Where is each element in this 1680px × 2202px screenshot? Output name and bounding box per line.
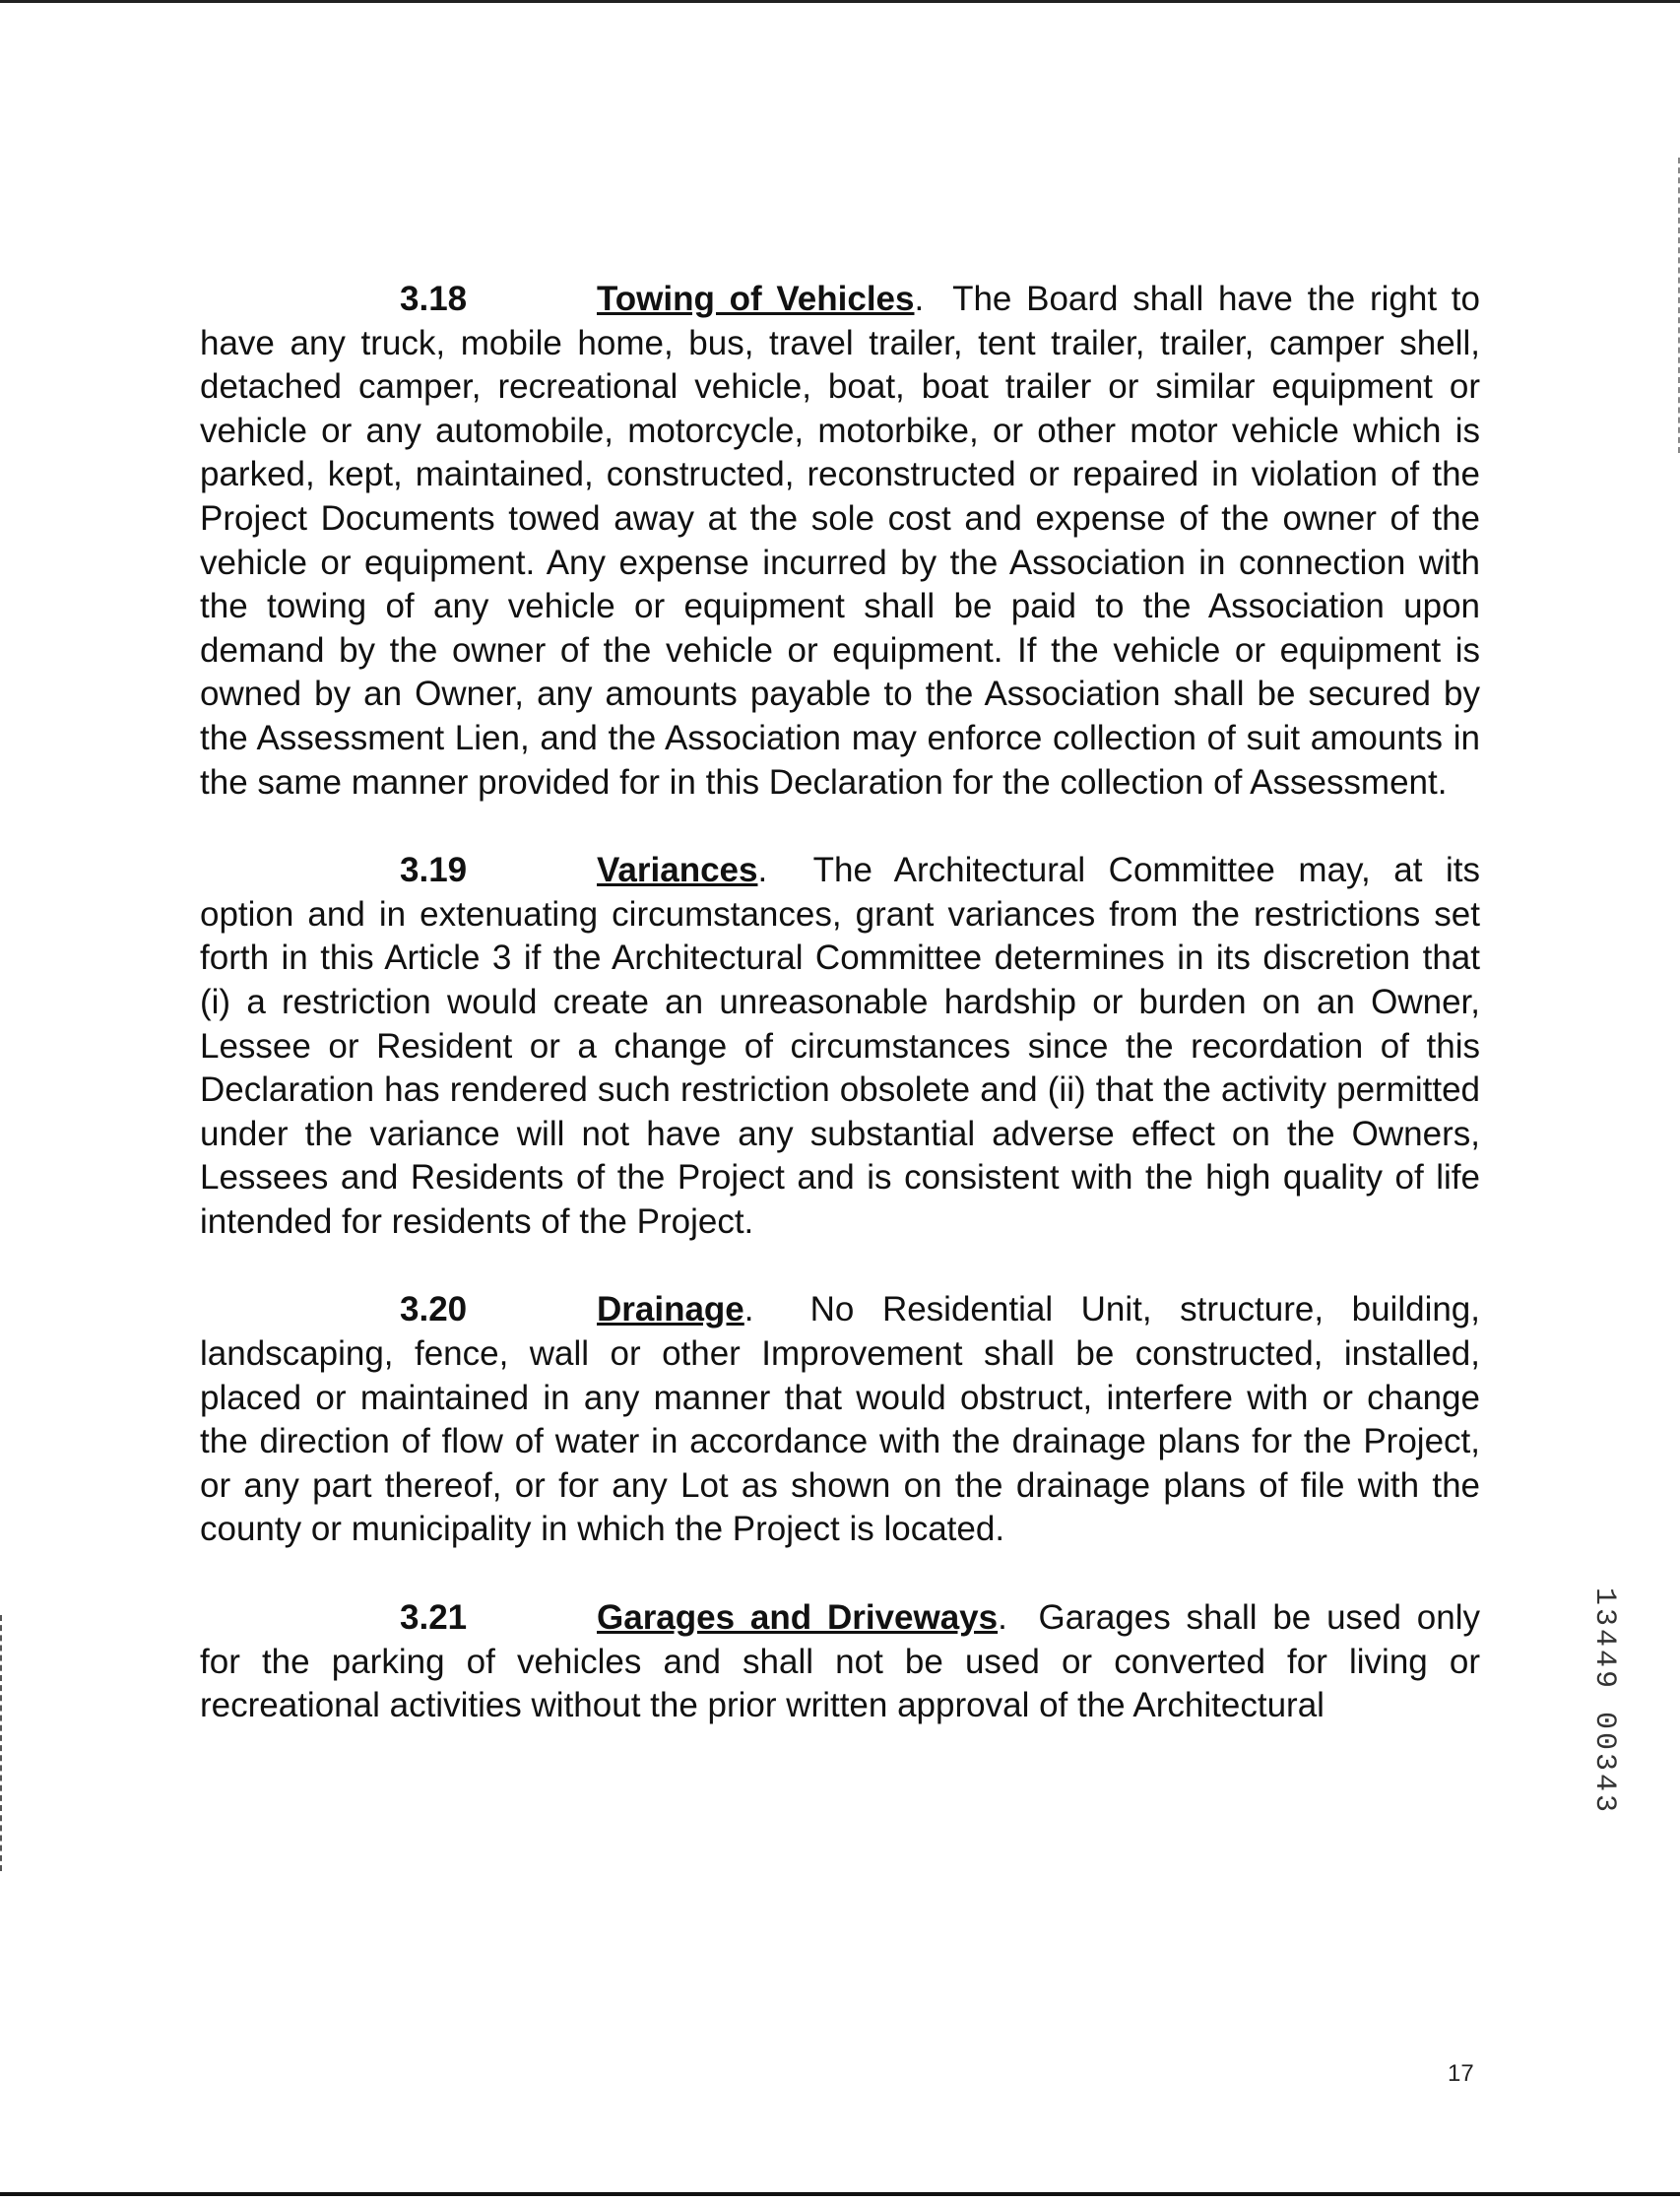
section-3-18 xyxy=(200,278,1480,805)
title-period: . xyxy=(743,1290,810,1329)
section-title: Drainage xyxy=(597,1290,744,1329)
title-period: . xyxy=(914,280,953,318)
title-period: . xyxy=(998,1598,1039,1638)
section-number: 3.20 xyxy=(400,1290,468,1329)
section-title: Variances xyxy=(597,851,758,890)
section-title: Garages and Driveways xyxy=(597,1598,999,1638)
title-period: . xyxy=(757,851,813,890)
section-text: The Architectural Committee may, at its option and in extenuating circumstances, grant variances from the restrictions set forth in this Article 3 if the Architectural Committee determines in its discretion that (i) a restriction would create an unreasonable hardship or burden on an Owner, Lessee or Resident or a change of circumstances since the recordation of this Declaration has rendered such restriction obsolete and (ii) that the activity permitted under the variance will not have any substantial adverse effect on the Owners, Lessees and Residents of the Project and is consistent with the high quality of life intended for residents of the Project. xyxy=(200,851,1480,1241)
bottom-scan-border xyxy=(0,2192,1680,2196)
section-number: 3.19 xyxy=(400,851,468,890)
section-3-21 xyxy=(200,1596,1480,1728)
section-text: The Board shall have the right to have any truck, mobile home, bus, travel trailer, tent trailer, trailer, camper shell, detached camper, recreational vehicle, boat, boat trailer or similar equipment or vehicle or any automobile, motorcycle, motorbike, or other motor vehicle which is parked, kept, maintained, constructed, reconstructed or repaired in violation of the Project Documents towed away at the sole cost and expense of the owner of the vehicle or equipment. Any expense incurred by the Association in connection with the towing of any vehicle or equipment shall be paid to the Association upon demand by the owner of the vehicle or equipment. If the vehicle or equipment is owned by an Owner, any amounts payable to the Association shall be secured by the Assessment Lien, and the Association may enforce collection of suit amounts in the same manner provided for in this Declaration for the collection of Assessment. xyxy=(200,280,1480,802)
section-3-20 xyxy=(200,1288,1480,1552)
section-text: Garages shall be used only for the parking of vehicles and shall not be used or converted for living or recreational activities without the prior written approval of the Architectural xyxy=(200,1598,1480,1725)
section-number: 3.18 xyxy=(400,280,468,318)
section-number: 3.21 xyxy=(400,1598,468,1638)
section-3-19 xyxy=(200,849,1480,1244)
page-number: 17 xyxy=(1448,2060,1474,2087)
top-scan-border xyxy=(0,0,1680,3)
left-scan-marks xyxy=(0,1615,6,1871)
body-text xyxy=(200,278,1480,1773)
right-scan-marks xyxy=(1675,158,1680,453)
section-text: No Residential Unit, structure, building, landscaping, fence, wall or other Improvement shall be constructed, installed, placed or maintained in any manner that would obstruct, interfere with or change the direction of flow of water in accordance with the drainage plans for the Project, or any part thereof, or for any Lot as shown on the drainage plans of file with the county or municipality in which the Project is located. xyxy=(200,1290,1480,1549)
section-title: Towing of Vehicles xyxy=(597,280,915,318)
recording-stamp: 13449 00343 xyxy=(1587,1587,1621,1816)
